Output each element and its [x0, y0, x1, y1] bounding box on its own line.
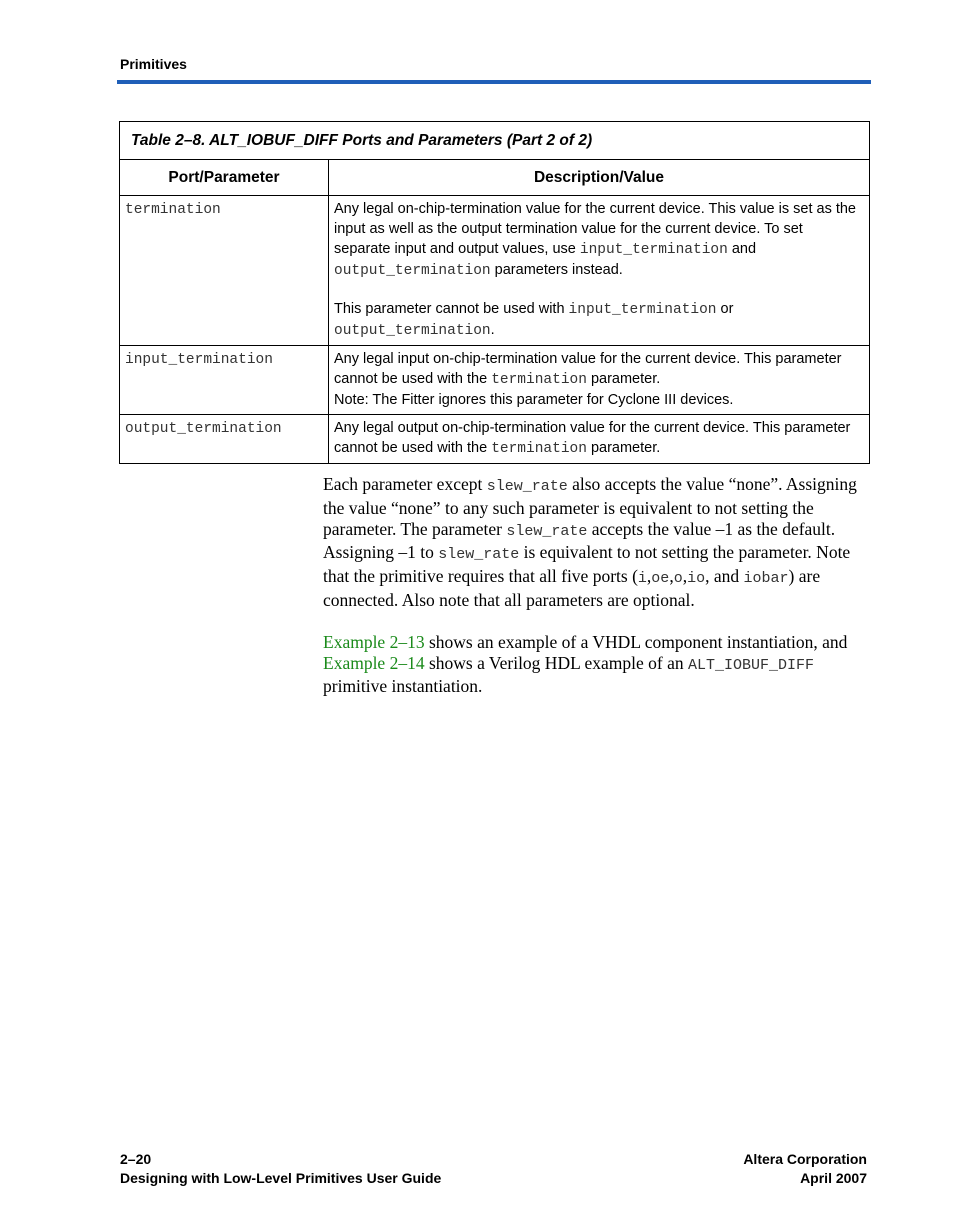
body-text-run: accepts the value –1 as the default. Assigning –1 to	[323, 518, 836, 563]
description-paragraph	[334, 199, 863, 281]
code-term: slew_rate	[486, 478, 568, 495]
description-note: Note: The Fitter ignores this parameter for Cyclone III devices.	[334, 392, 734, 408]
param-name: termination	[120, 196, 329, 346]
code-term: termination	[491, 372, 587, 388]
param-description	[329, 415, 870, 464]
body-text-run: , and	[705, 566, 744, 587]
body-text-run: Each parameter except	[323, 474, 487, 494]
description-text: parameter.	[586, 371, 661, 387]
separator: ,	[669, 566, 674, 587]
param-name: output_termination	[120, 415, 329, 464]
description-text: Any legal output on-chip-termination value for the current device. This parameter cannot be used with the	[334, 420, 851, 456]
body-text	[323, 474, 868, 718]
code-term: output_termination	[334, 323, 491, 339]
body-paragraph-parameters	[323, 474, 868, 611]
code-term: input_termination	[568, 302, 717, 318]
param-name: input_termination	[120, 346, 329, 415]
paragraph-gap	[334, 281, 863, 299]
column-header-description-value: Description/Value	[329, 160, 870, 196]
header-rule	[117, 80, 871, 84]
description-paragraph	[334, 418, 863, 459]
code-term: iobar	[743, 570, 789, 588]
body-text-run: ) are connected. Also note that all parameters are optional.	[323, 566, 821, 610]
table-row	[120, 196, 870, 346]
running-header-title: Primitives	[120, 56, 187, 72]
description-text: and	[727, 241, 757, 257]
publication-date: April 2007	[800, 1170, 867, 1186]
description-text: Any legal on-chip-termination value for the current device. This value is set as the input as well as the output termination value for the current device. To set separate input and output values, use	[334, 201, 856, 257]
description-text: parameter.	[586, 440, 661, 456]
example-2-14-link[interactable]: Example 2–14	[323, 652, 425, 673]
footer-right	[743, 1150, 867, 1188]
code-term: termination	[491, 441, 587, 457]
body-text-run: shows a Verilog HDL example of an	[424, 652, 688, 673]
code-term: oe	[651, 570, 670, 588]
description-paragraph	[334, 299, 863, 341]
table-caption: Table 2–8. ALT_IOBUF_DIFF Ports and Parameters (Part 2 of 2)	[120, 122, 870, 160]
body-text-run: also accepts the value “none”. Assigning the value “none” to any such parameter is equivalent to not setting the parameter. The parameter	[323, 474, 857, 539]
parameters-table	[119, 121, 870, 464]
code-term: ALT_IOBUF_DIFF	[688, 656, 815, 674]
table-row	[120, 415, 870, 464]
description-text: .	[490, 322, 495, 338]
param-description	[329, 346, 870, 415]
body-paragraph-examples	[323, 632, 868, 697]
table-row	[120, 346, 870, 415]
example-2-13-link[interactable]: Example 2–13	[323, 631, 425, 652]
footer-left	[120, 1150, 441, 1188]
code-term: i	[637, 570, 647, 588]
body-text-run: primitive instantiation.	[323, 676, 483, 697]
separator: ,	[646, 566, 652, 587]
body-text-run: is equivalent to not setting the parameter. Note that the primitive requires that all five ports (	[323, 542, 851, 587]
description-text: or	[716, 301, 734, 317]
param-description	[329, 196, 870, 346]
code-term: o	[673, 570, 683, 588]
code-term: input_termination	[579, 242, 728, 258]
guide-title: Designing with Low-Level Primitives User Guide	[120, 1170, 442, 1186]
column-header-port-parameter: Port/Parameter	[120, 160, 329, 196]
description-text: This parameter cannot be used with	[334, 301, 569, 317]
company-name: Altera Corporation	[743, 1151, 867, 1167]
body-text-run: shows an example of a VHDL component instantiation, and	[424, 631, 848, 652]
description-text: parameters instead.	[490, 262, 623, 278]
description-paragraph	[334, 349, 863, 390]
code-term: io	[687, 570, 706, 588]
code-term: slew_rate	[438, 546, 520, 564]
separator: ,	[682, 566, 688, 587]
page-number: 2–20	[120, 1151, 152, 1167]
code-term: slew_rate	[506, 522, 588, 540]
code-term: output_termination	[334, 263, 491, 279]
description-text: Any legal input on-chip-termination value for the current device. This parameter cannot be used with the	[334, 351, 842, 387]
